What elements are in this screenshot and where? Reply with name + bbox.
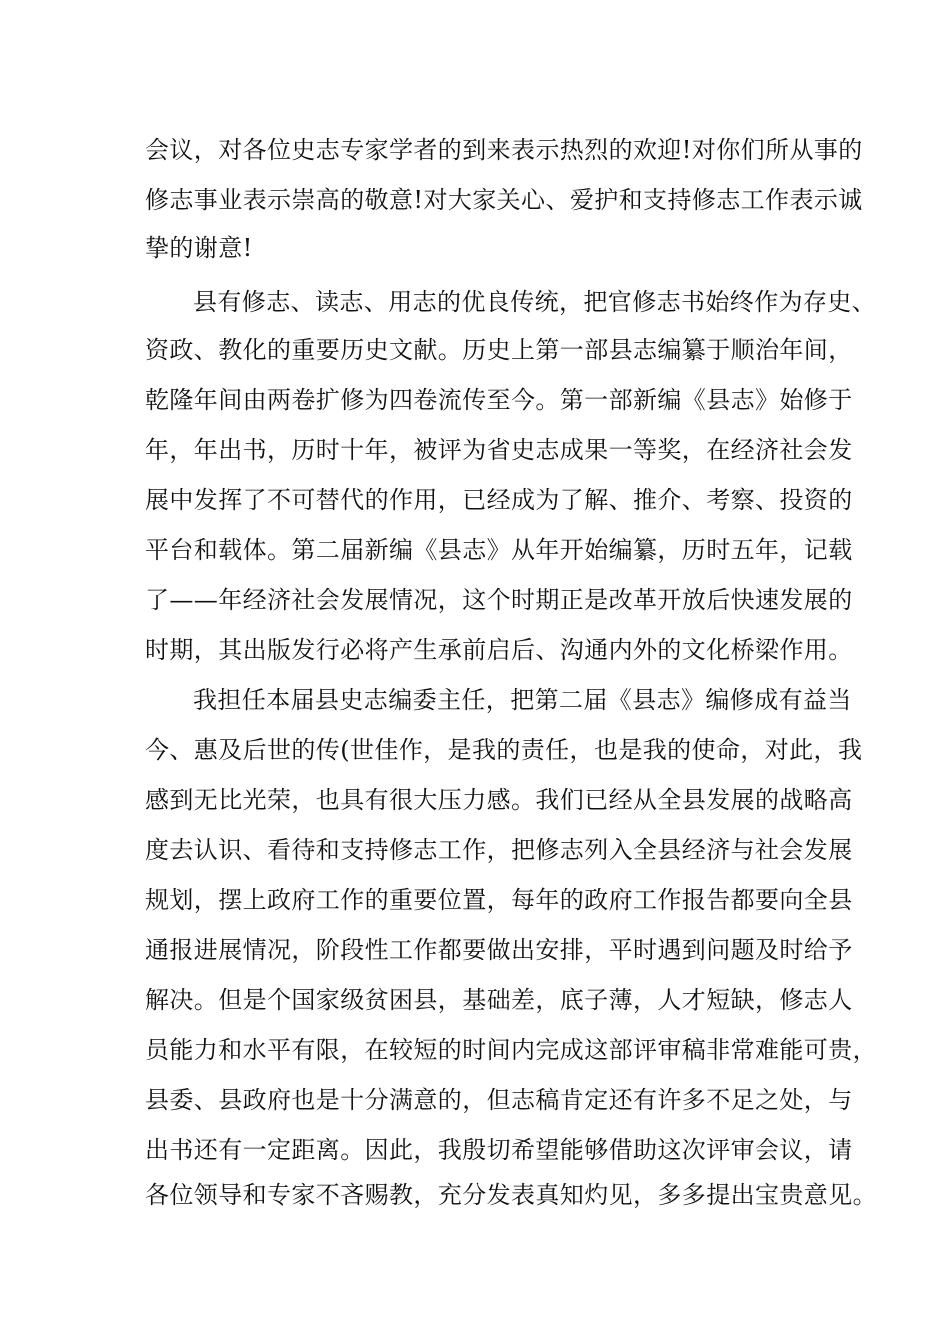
- text-line: 通报进展情况，阶段性工作都要做出安排，平时遇到问题及时给予: [145, 936, 853, 964]
- text-line: 度去认识、看待和支持修志工作，把修志列入全县经济与社会发展: [145, 836, 853, 864]
- paragraph-first-line: 我担任本届县史志编委主任，把第二届《县志》编修成有益当: [193, 686, 852, 714]
- text-line: 今、惠及后世的传(世佳作，是我的责任，也是我的使命，对此，我: [145, 736, 863, 764]
- text-line: 解决。但是个国家级贫困县，基础差，底子薄，人才短缺，修志人: [145, 986, 853, 1014]
- text-line: 展中发挥了不可替代的作用，已经成为了解、推介、考察、投资的: [145, 486, 853, 514]
- text-line: 平台和载体。第二届新编《县志》从年开始编纂，历时五年，记载: [145, 536, 853, 564]
- text-line: 修志事业表示崇高的敬意!对大家关心、爱护和支持修志工作表示诚: [145, 186, 863, 214]
- text-line: 各位领导和专家不吝赐教，充分发表真知灼见，多多提出宝贵意见。: [145, 1181, 877, 1209]
- text-line: 规划，摆上政府工作的重要位置，每年的政府工作报告都要向全县: [145, 886, 853, 914]
- text-line: 资政、教化的重要历史文献。历史上第一部县志编纂于顺治年间，: [145, 336, 853, 364]
- text-line: 了——年经济社会发展情况，这个时期正是改革开放后快速发展的: [145, 586, 853, 614]
- text-line: 乾隆年间由两卷扩修为四卷流传至今。第一部新编《县志》始修于: [145, 386, 853, 414]
- text-line: 县委、县政府也是十分满意的，但志稿肯定还有许多不足之处，与: [145, 1086, 853, 1114]
- text-line: 员能力和水平有限，在较短的时间内完成这部评审稿非常难能可贵，: [145, 1036, 877, 1064]
- text-line: 会议，对各位史志专家学者的到来表示热烈的欢迎!对你们所从事的: [145, 136, 863, 164]
- text-line: 年，年出书，历时十年，被评为省史志成果一等奖，在经济社会发: [145, 436, 853, 464]
- paragraph-first-line: 县有修志、读志、用志的优良传统，把官修志书始终作为存史、: [193, 288, 877, 316]
- text-line: 感到无比光荣，也具有很大压力感。我们已经从全县发展的战略高: [145, 786, 853, 814]
- text-line: 时期，其出版发行必将产生承前启后、沟通内外的文化桥梁作用。: [145, 636, 853, 664]
- text-line: 出书还有一定距离。因此，我殷切希望能够借助这次评审会议，请: [145, 1136, 853, 1164]
- text-line: 挚的谢意!: [145, 234, 253, 262]
